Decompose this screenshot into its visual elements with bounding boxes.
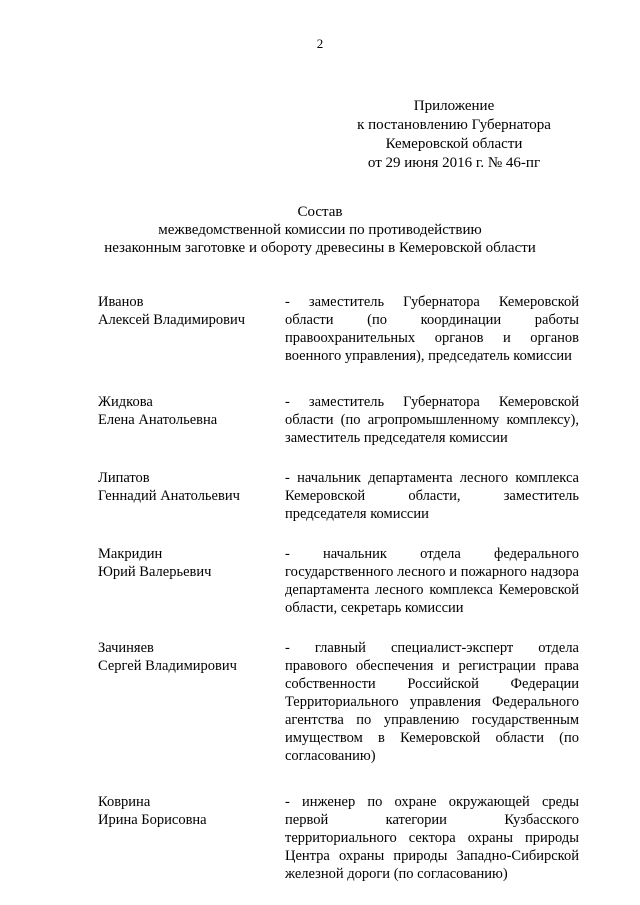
appendix-header (330, 97, 578, 173)
member-role: - главный специалист-эксперт отдела правового обеспечения и регистрации права собственности Российской Федерации Территориального управления Федерального агентства по управлению государственным имуществом в Кемеровской области (по согласованию) (285, 640, 579, 764)
member-given-name: Ирина Борисовна (98, 812, 207, 828)
member-surname: Жидкова (98, 394, 153, 410)
member-name (98, 469, 285, 505)
members-list (98, 293, 578, 883)
member-surname: Зачиняев (98, 640, 154, 656)
member-role: - заместитель Губернатора Кемеровской области (по агропромышленному комплексу), заместитель председателя комиссии (285, 394, 579, 446)
title-line: Состав (297, 204, 343, 220)
appendix-line: к постановлению Губернатора (357, 117, 551, 133)
member-row (98, 393, 578, 447)
member-given-name: Геннадий Анатольевич (98, 488, 240, 504)
member-name (98, 293, 285, 329)
member-surname: Коврина (98, 794, 151, 810)
member-given-name: Юрий Валерьевич (98, 564, 212, 580)
member-given-name: Алексей Владимирович (98, 312, 246, 328)
member-surname: Иванов (98, 294, 144, 310)
member-name (98, 793, 285, 829)
member-surname: Липатов (98, 470, 150, 486)
member-row (98, 469, 578, 523)
member-row (98, 293, 578, 365)
member-role: - начальник отдела федерального государственного лесного и пожарного надзора департамента лесного комплекса Кемеровской области, секретарь комиссии (285, 546, 579, 616)
title-line: межведомственной комиссии по противодействию (158, 222, 482, 238)
member-role: - заместитель Губернатора Кемеровской области (по координации работы правоохранительных органов и органов военного управления), председатель комиссии (285, 294, 579, 364)
member-row (98, 639, 578, 765)
member-given-name: Елена Анатольевна (98, 412, 218, 428)
member-role: - инженер по охране окружающей среды первой категории Кузбасского территориального сектора охраны природы Центра охраны природы Западно-Сибирской железной дороги (по согласованию) (285, 794, 579, 882)
member-name (98, 545, 285, 581)
appendix-line: от 29 июня 2016 г. № 46-пг (367, 155, 541, 171)
member-surname: Макридин (98, 546, 163, 562)
member-name (98, 639, 285, 675)
appendix-line: Кемеровской области (385, 136, 523, 152)
member-name (98, 393, 285, 429)
appendix-line: Приложение (413, 98, 495, 114)
member-row (98, 545, 578, 617)
page-number: 2 (316, 36, 324, 51)
title-line: незаконным заготовке и обороту древесины в Кемеровской области (104, 240, 536, 256)
document-title (70, 203, 570, 257)
member-row (98, 793, 578, 883)
member-given-name: Сергей Владимирович (98, 658, 237, 674)
member-role: - начальник департамента лесного комплекса Кемеровской области, заместитель председателя комиссии (285, 470, 579, 522)
